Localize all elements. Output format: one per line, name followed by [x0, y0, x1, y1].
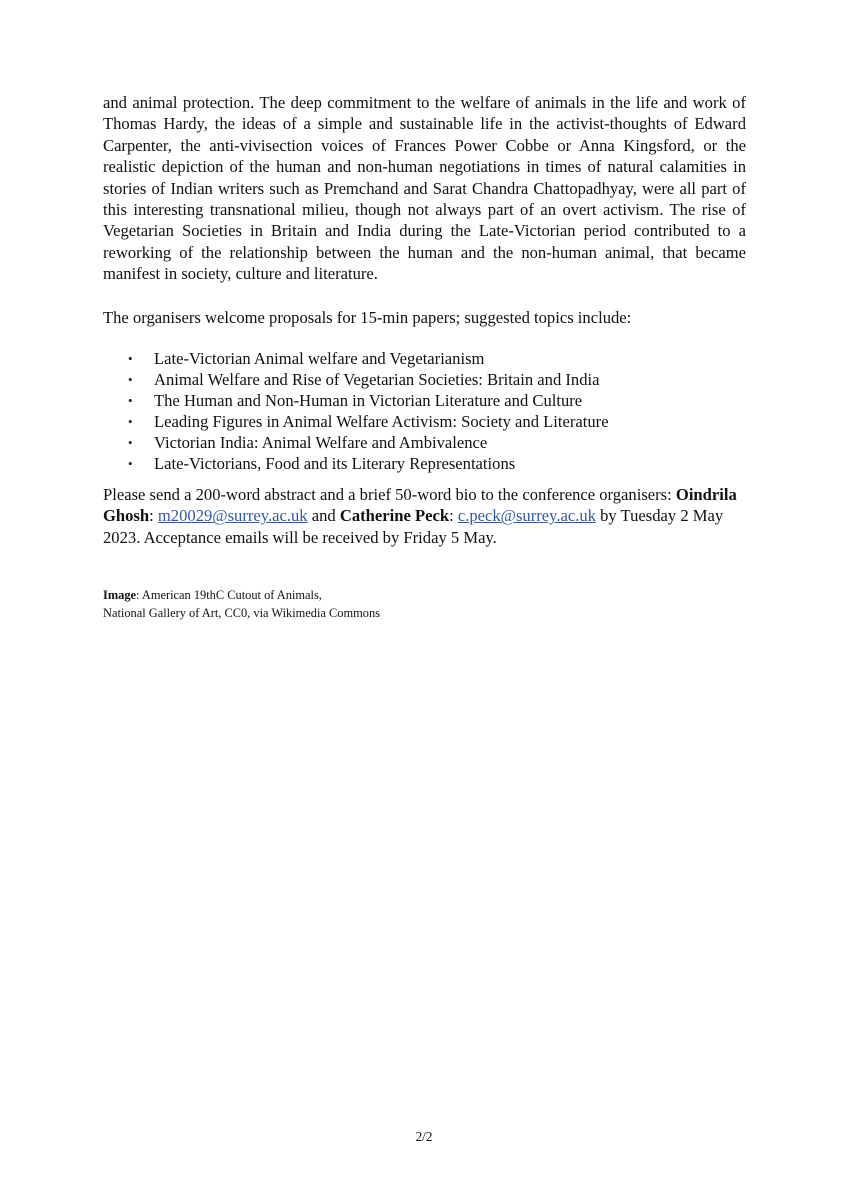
list-item — [103, 348, 746, 369]
bullet-icon: • — [128, 393, 133, 409]
separator-colon: : — [449, 506, 458, 526]
email-link-peck[interactable]: c.peck@surrey.ac.uk — [457, 506, 596, 526]
page-number: 2/2 — [415, 1129, 433, 1144]
image-credit-label: Image — [103, 588, 137, 603]
list-item — [103, 453, 746, 474]
topics-list — [103, 348, 746, 474]
and-text: and — [307, 506, 340, 526]
email-link-ghosh[interactable]: m20029@surrey.ac.uk — [157, 506, 308, 526]
list-item — [103, 411, 746, 432]
bullet-icon: • — [128, 435, 133, 451]
topic-text: The Human and Non-Human in Victorian Literature and Culture — [154, 391, 583, 411]
organiser-name-peck: Catherine Peck — [339, 506, 450, 526]
bullet-icon: • — [128, 351, 133, 367]
topic-text: Late-Victorian Animal welfare and Vegetarianism — [154, 349, 485, 369]
submission-intro-text: Please send a 200-word abstract and a brief 50-word bio to the conference organisers: — [103, 485, 676, 505]
bullet-icon: • — [128, 456, 133, 472]
separator-colon: : — [149, 506, 158, 526]
list-item — [103, 390, 746, 411]
submission-instructions — [103, 484, 746, 548]
document-page — [103, 92, 746, 622]
list-item — [103, 369, 746, 390]
deadline-text: by Tuesday 2 May 2023. Acceptance emails will be received by Friday 5 May. — [103, 506, 724, 547]
list-item — [103, 432, 746, 453]
bullet-icon: • — [128, 414, 133, 430]
image-credit — [103, 586, 746, 622]
bullet-icon: • — [128, 372, 133, 388]
organiser-name-ghosh: Oindrila Ghosh — [103, 485, 737, 526]
image-credit-line1: : American 19thC Cutout of Animals, — [136, 588, 322, 603]
image-credit-line2: National Gallery of Art, CC0, via Wikimedia Commons — [103, 606, 380, 621]
topic-text: Late-Victorians, Food and its Literary Representations — [154, 454, 516, 474]
intro-paragraph: and animal protection. The deep commitment to the welfare of animals in the life and work of Thomas Hardy, the ideas of a simple and sustainable life in the activist-thoughts of Edward Carpenter, the anti-vivisection voices of Frances Power Cobbe or Anna Kingsford, or the realistic depiction of the human and non-human negotiations in times of natural calamities in stories of Indian writers such as Premchand and Sarat Chandra Chattopadhyay, were all part of this interesting transnational milieu, though not always part of an overt activism. The rise of Vegetarian Societies in Britain and India during the Late-Victorian period contributed to a reworking of the relationship between the human and the non-human animal, that became manifest in society, culture and literature. — [103, 93, 746, 284]
topic-text: Leading Figures in Animal Welfare Activism: Society and Literature — [154, 412, 609, 432]
topic-text: Victorian India: Animal Welfare and Ambivalence — [154, 433, 488, 453]
topics-lead-sentence: The organisers welcome proposals for 15-min papers; suggested topics include: — [103, 307, 632, 327]
topic-text: Animal Welfare and Rise of Vegetarian Societies: Britain and India — [154, 370, 600, 390]
